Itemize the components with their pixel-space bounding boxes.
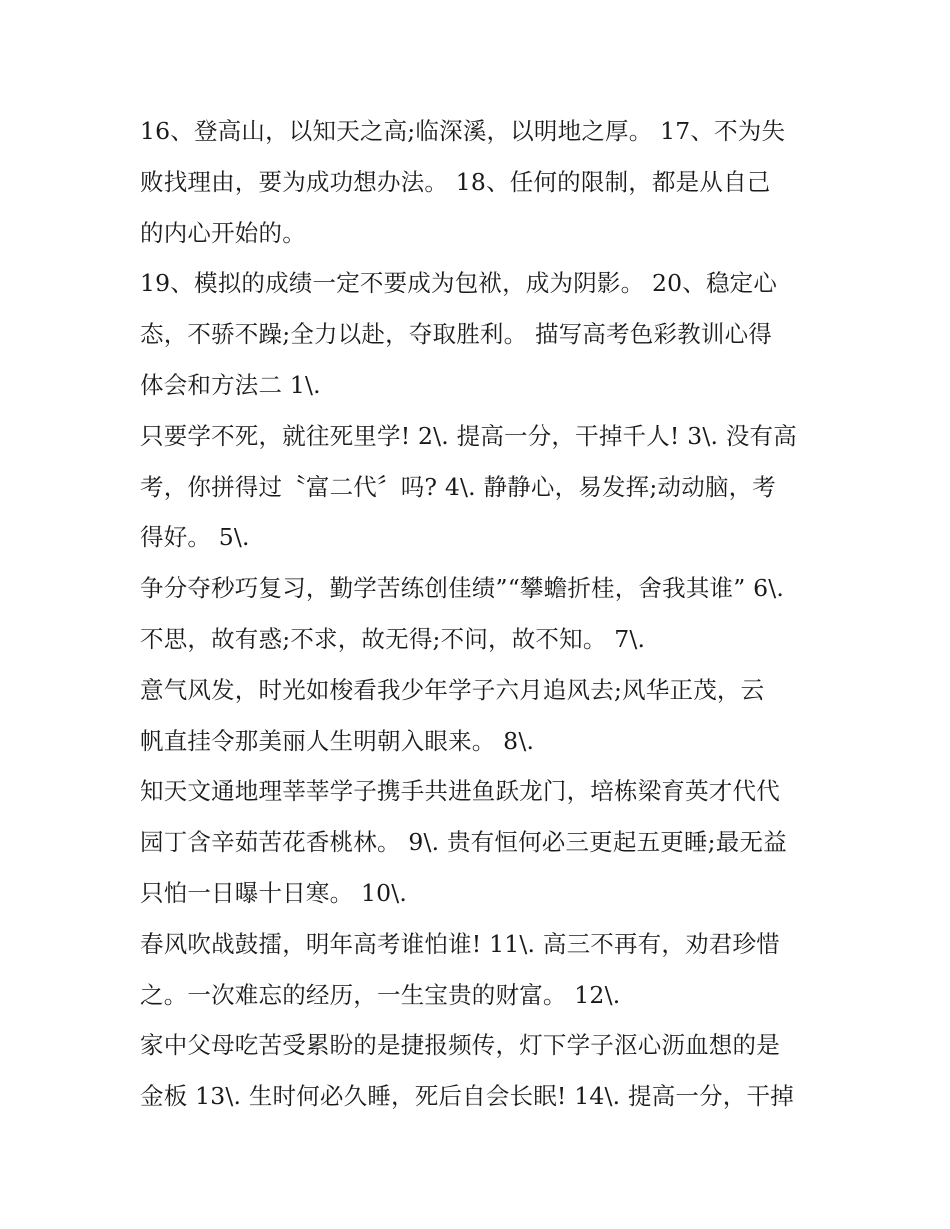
- text-line: 败找理由，要为成功想办法。 18、任何的限制，都是从自己: [140, 167, 771, 196]
- text-line: 帆直挂令那美丽人生明朝入眼来。 8\.: [140, 726, 535, 755]
- text-line: 只要学不死，就往死里学! 2\. 提高一分，干掉千人! 3\. 没有高: [140, 421, 797, 450]
- text-line: 考，你拼得过〝富二代〞吗? 4\. 静静心，易发挥;动动脑，考: [140, 472, 776, 501]
- text-line: 之。一次难忘的经历，一生宝贵的财富。 12\.: [140, 980, 621, 1009]
- text-line: 态，不骄不躁;全力以赴，夺取胜利。 描写高考色彩教训心得: [140, 320, 772, 349]
- text-line: 争分夺秒巧复习，勤学苦练创佳绩”“攀蟾折桂，舍我其谁” 6\.: [140, 574, 785, 603]
- text-line: 得好。 5\.: [140, 523, 250, 552]
- text-line: 的内心开始的。: [140, 218, 306, 247]
- text-line: 体会和方法二 1\.: [140, 370, 321, 399]
- text-line: 16、登高山，以知天之高;临深溪，以明地之厚。 17、不为失: [140, 117, 786, 145]
- text-line: 金板 13\. 生时何必久睡，死后自会长眠! 14\. 提高一分，干掉: [140, 1082, 794, 1111]
- text-line: 意气风发，时光如梭看我少年学子六月追风去;风华正茂，云: [140, 675, 765, 704]
- text-line: 春风吹战鼓擂，明年高考谁怕谁! 11\. 高三不再有，劝君珍惜: [140, 929, 780, 958]
- text-line: 不思，故有惑;不求，故无得;不问，故不知。 7\.: [140, 624, 646, 653]
- text-line: 园丁含辛茹苦花香桃林。 9\. 贵有恒何必三更起五更睡;最无益: [140, 828, 787, 857]
- text-line: 只怕一日曝十日寒。 10\.: [140, 878, 408, 907]
- document-text-body: [140, 106, 820, 1122]
- text-line: 知天文通地理莘莘学子携手共进鱼跃龙门，培栋梁育英才代代: [140, 777, 780, 806]
- text-line: 19、模拟的成绩一定不要成为包袱，成为阴影。 20、稳定心: [140, 269, 778, 298]
- text-line: 家中父母吃苦受累盼的是捷报频传，灯下学子沤心沥血想的是: [140, 1031, 780, 1060]
